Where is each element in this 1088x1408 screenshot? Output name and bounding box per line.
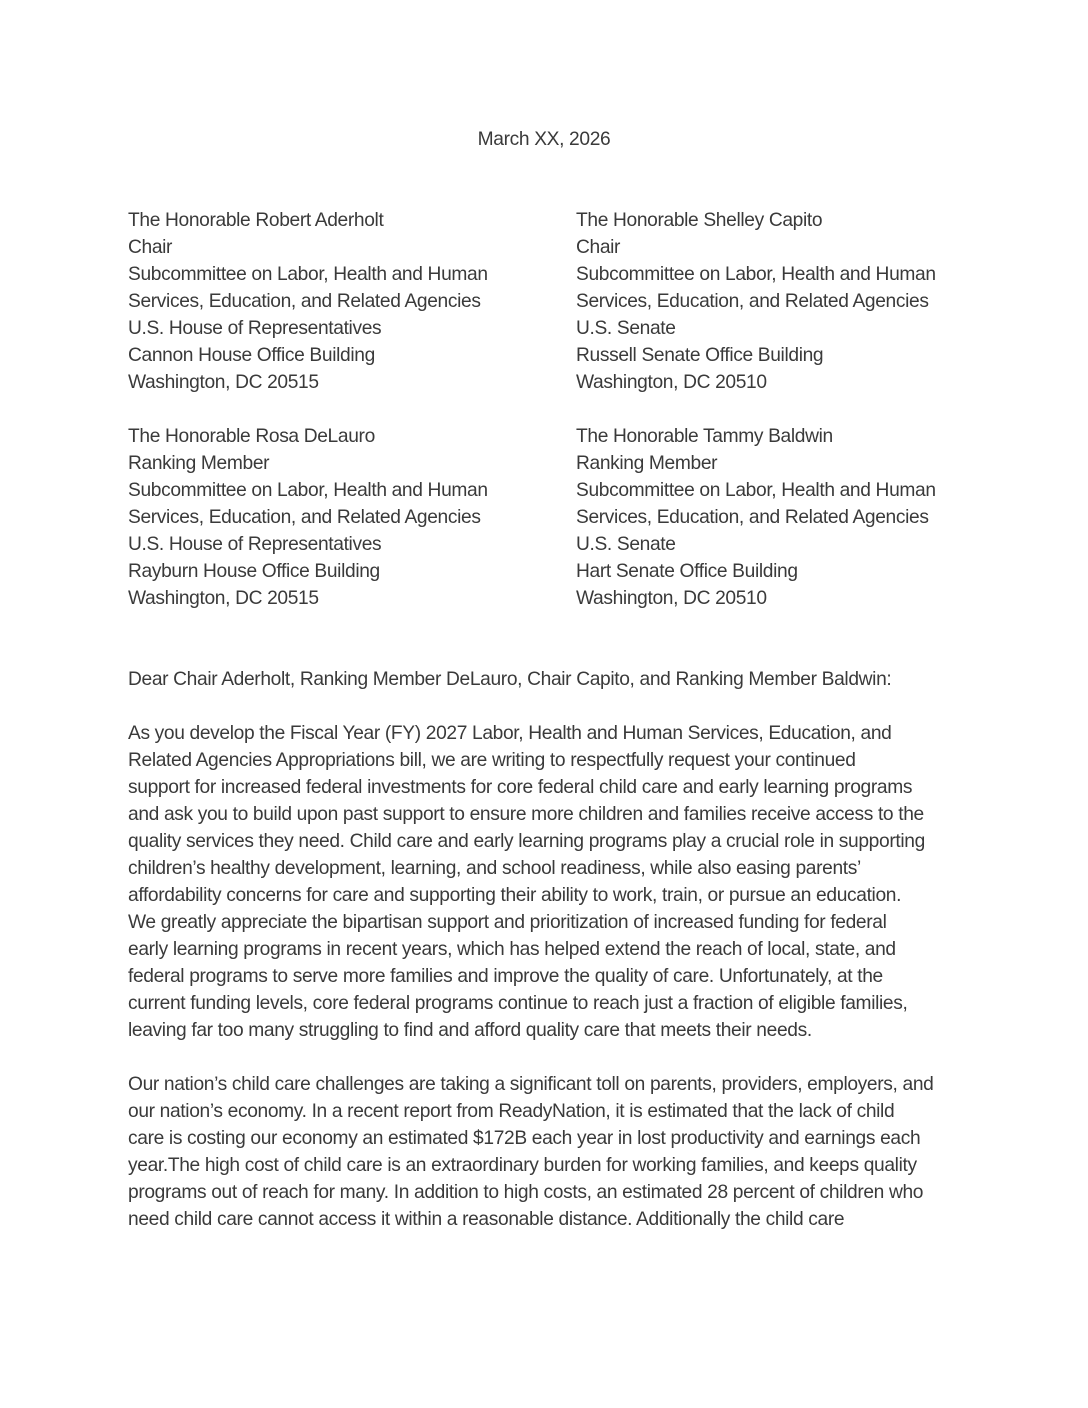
address-line: Chair: [576, 237, 621, 258]
paragraph-line: quality services they need. Child care and early learning programs play a crucial role in supporting: [128, 831, 925, 852]
address-line: U.S. Senate: [576, 534, 676, 555]
letter-date: March XX, 2026: [477, 129, 611, 150]
address-line: Subcommittee on Labor, Health and Human: [576, 480, 936, 501]
body-paragraph: [128, 1071, 933, 1233]
paragraph-line: year.The high cost of child care is an extraordinary burden for working families, and keeps quality: [128, 1155, 917, 1176]
address-line: Washington, DC 20510: [576, 372, 767, 393]
address-line: Washington, DC 20515: [128, 372, 319, 393]
paragraph-line: leaving far too many struggling to find and afford quality care that meets their needs.: [128, 1020, 812, 1041]
address-line: Hart Senate Office Building: [576, 561, 798, 582]
address-line: Washington, DC 20510: [576, 588, 767, 609]
paragraph-line: support for increased federal investments for core federal child care and early learning programs: [128, 777, 913, 798]
paragraph-line: early learning programs in recent years, which has helped extend the reach of local, state, and: [128, 939, 896, 960]
paragraph-line: children’s healthy development, learning, and school readiness, while also easing parents’: [128, 858, 861, 879]
paragraph-line: current funding levels, core federal programs continue to reach just a fraction of eligible families,: [128, 993, 908, 1014]
address-line: Cannon House Office Building: [128, 345, 375, 366]
address-line: Ranking Member: [576, 453, 718, 474]
paragraph-line: and ask you to build upon past support to ensure more children and families receive access to the: [128, 804, 924, 825]
address-line: Services, Education, and Related Agencies: [576, 507, 929, 528]
address-line: Rayburn House Office Building: [128, 561, 380, 582]
paragraph-line: Related Agencies Appropriations bill, we are writing to respectfully request your continued: [128, 750, 856, 771]
address-line: Services, Education, and Related Agencies: [128, 507, 481, 528]
address-line: The Honorable Tammy Baldwin: [576, 426, 833, 447]
paragraph-line: care is costing our economy an estimated $172B each year in lost productivity and earnings each: [128, 1128, 921, 1149]
address-line: U.S. Senate: [576, 318, 676, 339]
paragraph-line: As you develop the Fiscal Year (FY) 2027 Labor, Health and Human Services, Education, and: [128, 723, 892, 744]
paragraph-line: need child care cannot access it within a reasonable distance. Additionally the child care: [128, 1209, 845, 1230]
address-line: Services, Education, and Related Agencies: [128, 291, 481, 312]
paragraph-line: programs out of reach for many. In addition to high costs, an estimated 28 percent of children who: [128, 1182, 924, 1203]
address-line: Chair: [128, 237, 173, 258]
address-line: Services, Education, and Related Agencies: [576, 291, 929, 312]
recipient-address-baldwin: [576, 423, 936, 612]
paragraph-line: our nation’s economy. In a recent report from ReadyNation, it is estimated that the lack of child: [128, 1101, 895, 1122]
body-paragraph: [128, 720, 925, 1044]
paragraph-line: We greatly appreciate the bipartisan support and prioritization of increased funding for federal: [128, 912, 887, 933]
recipient-address-aderholt: [128, 207, 488, 396]
address-line: U.S. House of Representatives: [128, 318, 382, 339]
recipient-address-delauro: [128, 423, 488, 612]
address-line: Subcommittee on Labor, Health and Human: [128, 480, 488, 501]
address-line: Russell Senate Office Building: [576, 345, 824, 366]
address-line: Ranking Member: [128, 453, 270, 474]
recipient-address-capito: [576, 207, 936, 396]
address-line: The Honorable Robert Aderholt: [128, 210, 384, 231]
address-line: U.S. House of Representatives: [128, 534, 382, 555]
address-line: The Honorable Rosa DeLauro: [128, 426, 375, 447]
address-line: Subcommittee on Labor, Health and Human: [128, 264, 488, 285]
address-line: Subcommittee on Labor, Health and Human: [576, 264, 936, 285]
address-line: Washington, DC 20515: [128, 588, 319, 609]
salutation: Dear Chair Aderholt, Ranking Member DeLauro, Chair Capito, and Ranking Member Baldwin:: [128, 669, 892, 690]
address-line: The Honorable Shelley Capito: [576, 210, 823, 231]
paragraph-line: federal programs to serve more families and improve the quality of care. Unfortunately, at the: [128, 966, 883, 987]
paragraph-line: affordability concerns for care and supporting their ability to work, train, or pursue an education.: [128, 885, 902, 906]
paragraph-line: Our nation’s child care challenges are taking a significant toll on parents, providers, employers, and: [128, 1074, 934, 1095]
